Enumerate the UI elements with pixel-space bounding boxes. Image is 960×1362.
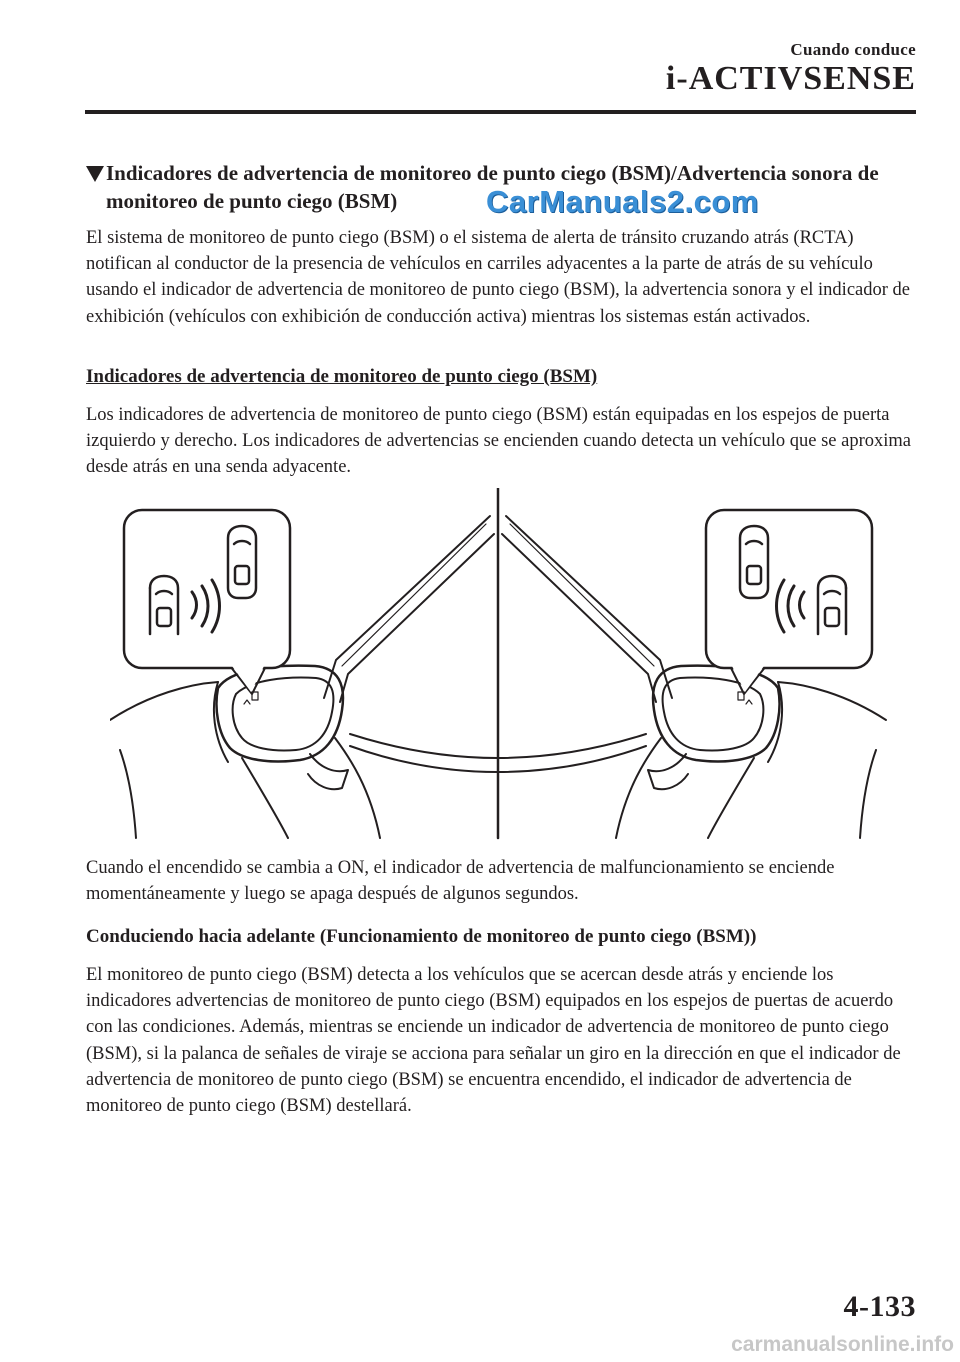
forward-driving-subheading: Conduciendo hacia adelante (Funcionamiento de monitoreo de punto ciego (BSM)) xyxy=(86,926,757,947)
triangle-marker-icon xyxy=(86,166,104,182)
section-heading-text: Indicadores de advertencia de monitoreo de punto ciego (BSM)/Advertencia sonora de monitoreo de punto ciego (BSM) xyxy=(106,161,879,213)
intro-paragraph: El sistema de monitoreo de punto ciego (BSM) o el sistema de alerta de tránsito cruzando atrás (RCTA) notifican al conductor de la presencia de vehículos en carriles adyacentes a la parte de atrás de su vehículo usando el indicador de advertencia de monitoreo de punto ciego (BSM), la advertencia sonora y el indicador de exhibición (vehículos con exhibición de conducción activa) mientras los sistemas están activados. xyxy=(86,228,910,327)
page-number: 4-133 xyxy=(843,1290,916,1323)
watermark-logo: CarManuals2.com xyxy=(486,184,759,219)
chapter-title: i-ACTIVSENSE xyxy=(665,60,916,97)
ignition-paragraph: Cuando el encendido se cambia a ON, el indicador de advertencia de malfuncionamiento se enciende momentáneamente y luego se apaga después de algunos segundos. xyxy=(86,858,835,905)
right-mirror-illustration xyxy=(498,510,886,838)
running-header xyxy=(666,40,916,96)
mirror-indicator-figure xyxy=(110,488,900,848)
header-rule xyxy=(85,110,916,114)
footer-watermark: carmanualsonline.info xyxy=(731,1333,954,1356)
forward-driving-paragraph: El monitoreo de punto ciego (BSM) detecta a los vehículos que se acercan desde atrás y enciende los indicadores advertencias de monitoreo de punto ciego (BSM) equipados en los espejos de puertas de acuerdo con las condiciones. Además, mientras se enciende un indicador de advertencia de monitoreo de punto ciego (BSM), si la palanca de señales de viraje se acciona para señalar un giro en la dirección en que el indicador de advertencia de monitoreo de punto ciego (BSM) se encuentra encendido, el indicador de advertencia de monitoreo de punto ciego (BSM) destellará. xyxy=(86,965,901,1117)
bsm-paragraph: Los indicadores de advertencia de monitoreo de punto ciego (BSM) están equipadas en los espejos de puerta izquierdo y derecho. Los indicadores de advertencias se encienden cuando detecta un vehículo que se aproxima desde atrás en una senda adyacente. xyxy=(86,405,911,478)
chapter-label: Cuando conduce xyxy=(790,40,916,59)
left-mirror-illustration xyxy=(110,510,498,838)
bsm-subheading: Indicadores de advertencia de monitoreo de punto ciego (BSM) xyxy=(86,366,598,387)
